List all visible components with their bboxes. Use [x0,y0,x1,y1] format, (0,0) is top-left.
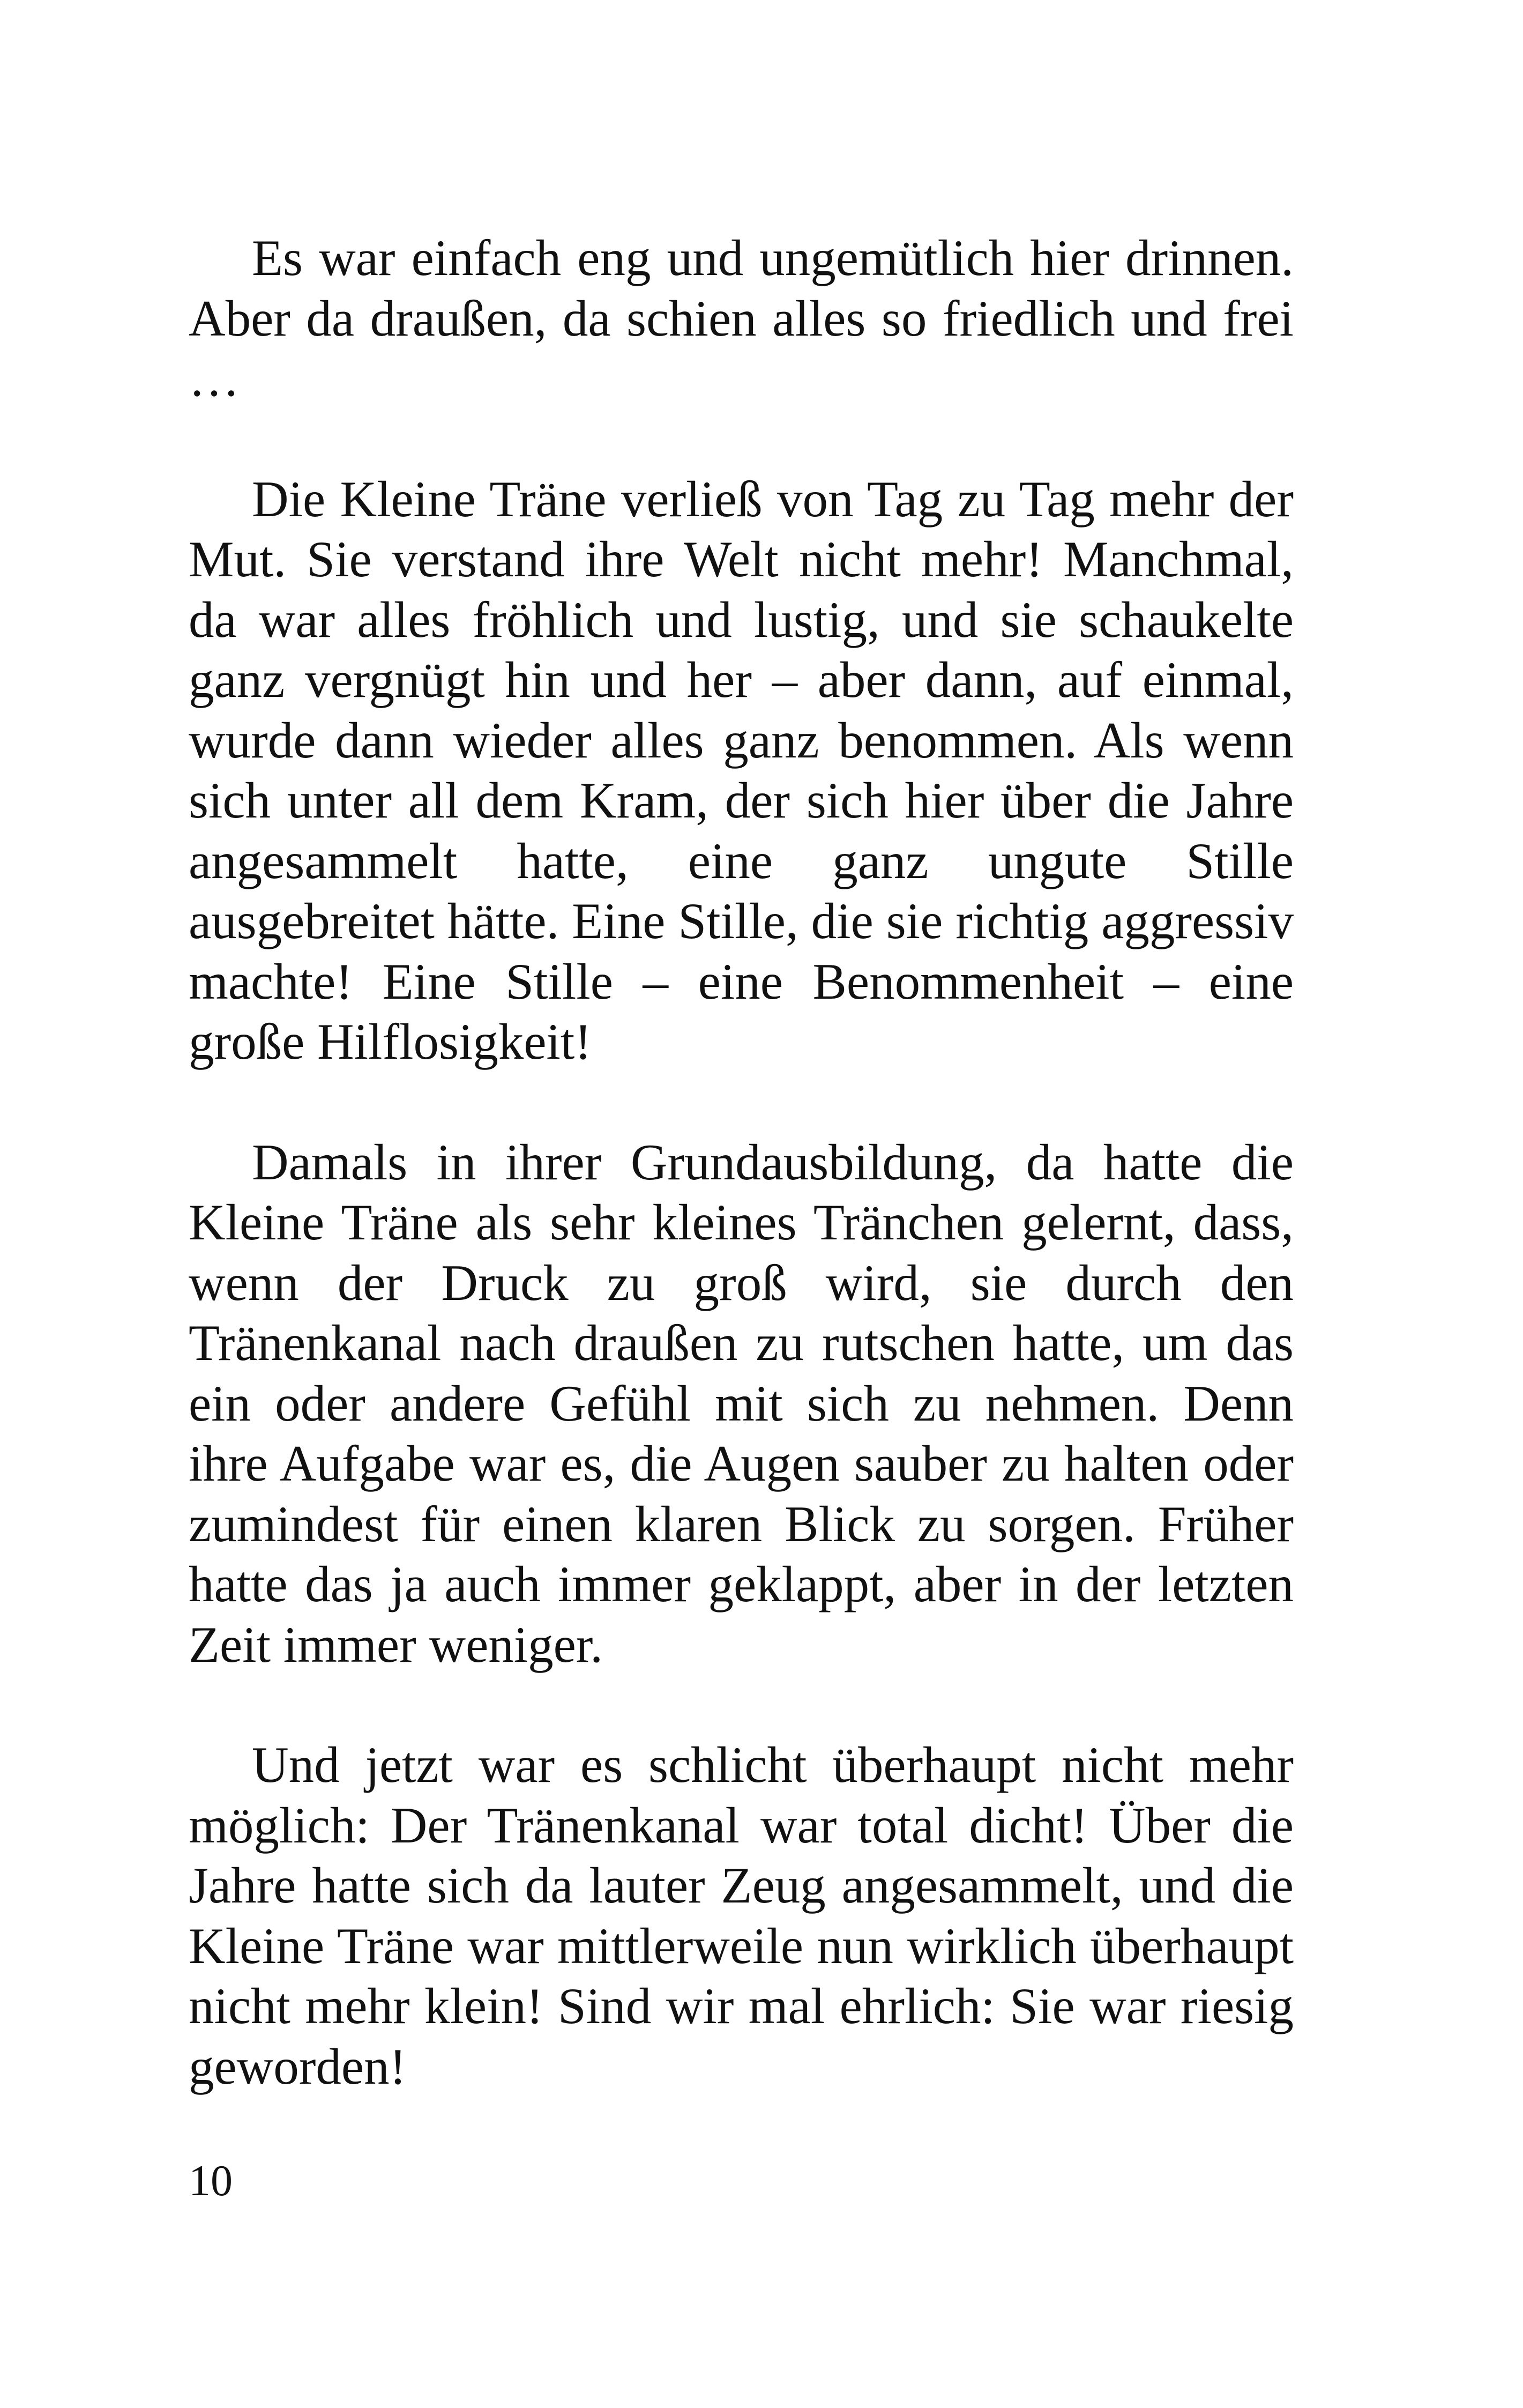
body-text [189,228,1294,2097]
paragraph-4: Und jetzt war es schlicht überhaupt nicht mehr möglich: Der Tränenkanal war total dicht! Über die Jahre hatte sich da lauter Zeug angesammelt, und die Kleine Träne war mittlerweile nun wirklich überhaupt nicht mehr klein! Sind wir mal ehrlich: Sie war riesig geworden! [189,1736,1294,2095]
paragraph-3: Damals in ihrer Grundausbildung, da hatte die Kleine Träne als sehr kleines Tränchen gelernt, dass, wenn der Druck zu groß wird, sie durch den Tränenkanal nach draußen zu rutschen hatte, um das ein oder andere Gefühl mit sich zu nehmen. Denn ihre Aufgabe war es, die Augen sauber zu halten oder zumindest für einen klaren Blick zu sorgen. Früher hatte das ja auch immer geklappt, aber in der letzten Zeit immer weniger. [189,1133,1294,1673]
page-number: 10 [189,2156,233,2205]
paragraph-2: Die Kleine Träne verließ von Tag zu Tag mehr der Mut. Sie verstand ihre Welt nicht mehr! Manchmal, da war alles fröhlich und lustig, und sie schaukelte ganz vergnügt hin und her – aber dann, auf einmal, wurde dann wieder alles ganz benommen. Als wenn sich unter all dem Kram, der sich hier über die Jahre angesammelt hatte, eine ganz ungute Stille ausgebreitet hätte. Eine Stille, die sie richtig aggressiv machte! Eine Stille – eine Benommenheit – eine große Hilflosigkeit! [189,470,1294,1070]
paragraph-1: Es war einfach eng und ungemütlich hier drinnen. Aber da draußen, da schien alles so friedlich und frei … [189,229,1294,407]
